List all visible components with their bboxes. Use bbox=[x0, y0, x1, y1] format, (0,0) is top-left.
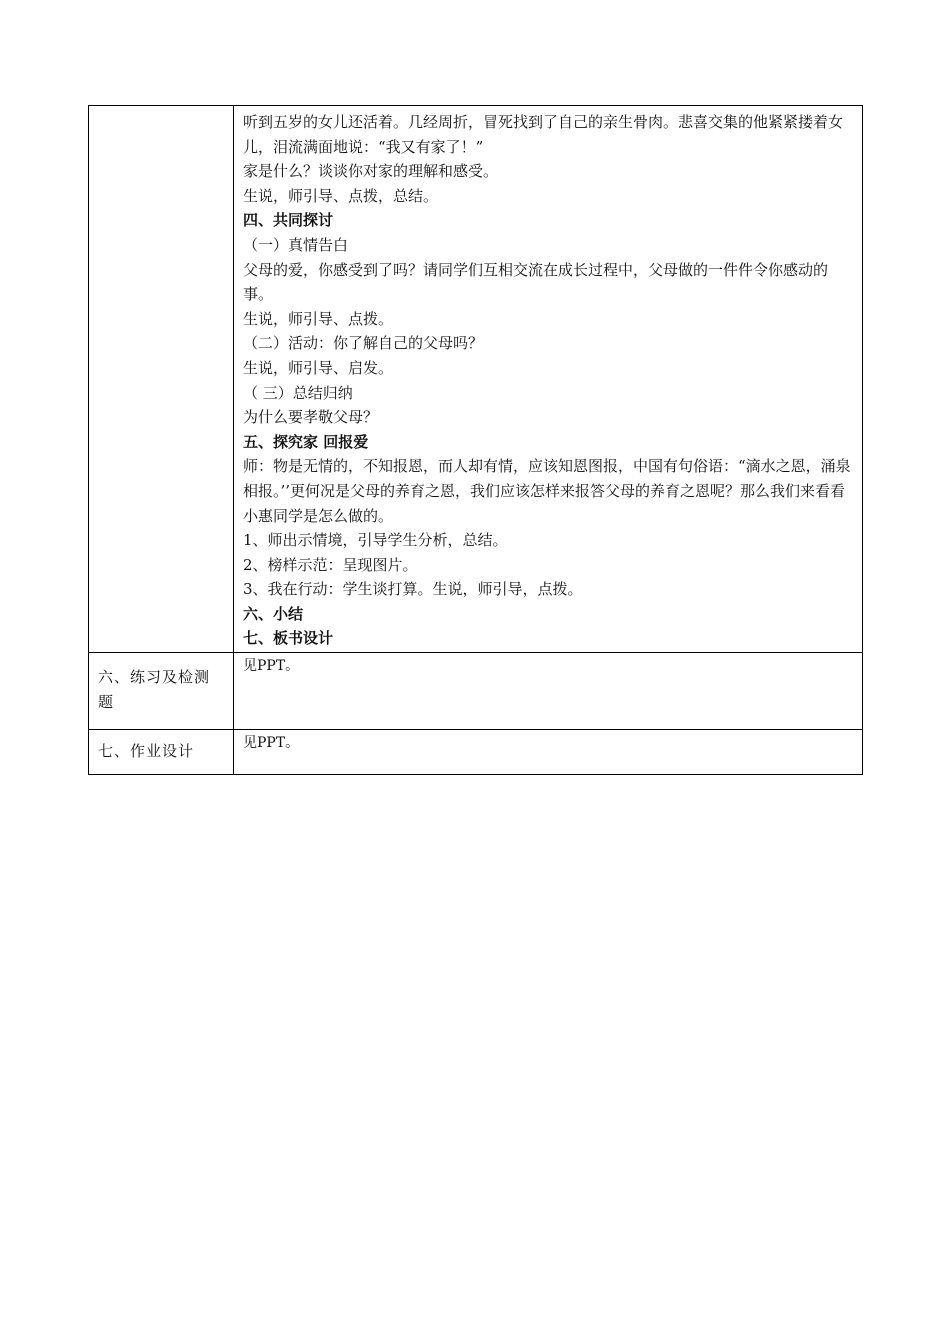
table-cell-content bbox=[234, 653, 863, 730]
table-cell-label bbox=[89, 653, 234, 730]
section-heading: 六、小结 bbox=[243, 604, 304, 623]
paragraph: 2、榜样示范：呈现图片。 bbox=[243, 555, 418, 574]
paragraph: （ 三）总结归纳 bbox=[243, 383, 353, 402]
paragraph: 师：物是无情的，不知报恩，而人却有情，应该知恩图报，中国有句俗语：“滴水之恩，涌泉相报。’’更何况是父母的养育之恩，我们应该怎样来报答父母的养育之恩呢？那么我们来看看小惠同学是怎么做的。 bbox=[243, 457, 851, 525]
teaching-process-content bbox=[234, 106, 862, 651]
paragraph: 生说，师引导、启发。 bbox=[243, 358, 394, 377]
exercise-label: 六、练习及检测题 bbox=[98, 668, 211, 711]
table-row bbox=[89, 730, 863, 775]
section-heading: 五、探究家 回报爱 bbox=[243, 432, 369, 451]
paragraph: 1、师出示情境，引导学生分析，总结。 bbox=[243, 531, 508, 550]
table-row bbox=[89, 653, 863, 730]
paragraph: （二）活动：你了解自己的父母吗？ bbox=[243, 334, 484, 353]
paragraph: （一）真情告白 bbox=[243, 235, 349, 254]
table-cell-main-content bbox=[234, 106, 863, 653]
paragraph: 听到五岁的女儿还活着。几经周折，冒死找到了自己的亲生骨肉。悲喜交集的他紧紧搂着女儿，泪流满面地说：“我又有家了！” bbox=[243, 113, 844, 156]
paragraph: 父母的爱，你感受到了吗？请同学们互相交流在成长过程中，父母做的一件件令你感动的事。 bbox=[243, 260, 829, 304]
section-heading: 四、共同探讨 bbox=[243, 211, 334, 230]
table-cell-label bbox=[89, 730, 234, 775]
paragraph: 家是什么？谈谈你对家的理解和感受。 bbox=[243, 162, 499, 181]
table-row bbox=[89, 106, 863, 653]
paragraph: 生说，师引导、点拨。 bbox=[243, 309, 394, 328]
paragraph: 为什么要孝敬父母？ bbox=[243, 408, 379, 427]
lesson-plan-table bbox=[88, 105, 863, 775]
paragraph: 3、我在行动：学生谈打算。生说，师引导，点拨。 bbox=[243, 580, 583, 599]
homework-label: 七、作业设计 bbox=[98, 742, 195, 760]
table-cell-content bbox=[234, 730, 863, 775]
table-cell-left-empty bbox=[89, 106, 234, 653]
paragraph: 生说，师引导、点拨，总结。 bbox=[243, 186, 439, 205]
section-heading: 七、板书设计 bbox=[243, 629, 334, 648]
homework-content: 见PPT。 bbox=[243, 735, 300, 751]
exercise-content: 见PPT。 bbox=[243, 658, 300, 674]
